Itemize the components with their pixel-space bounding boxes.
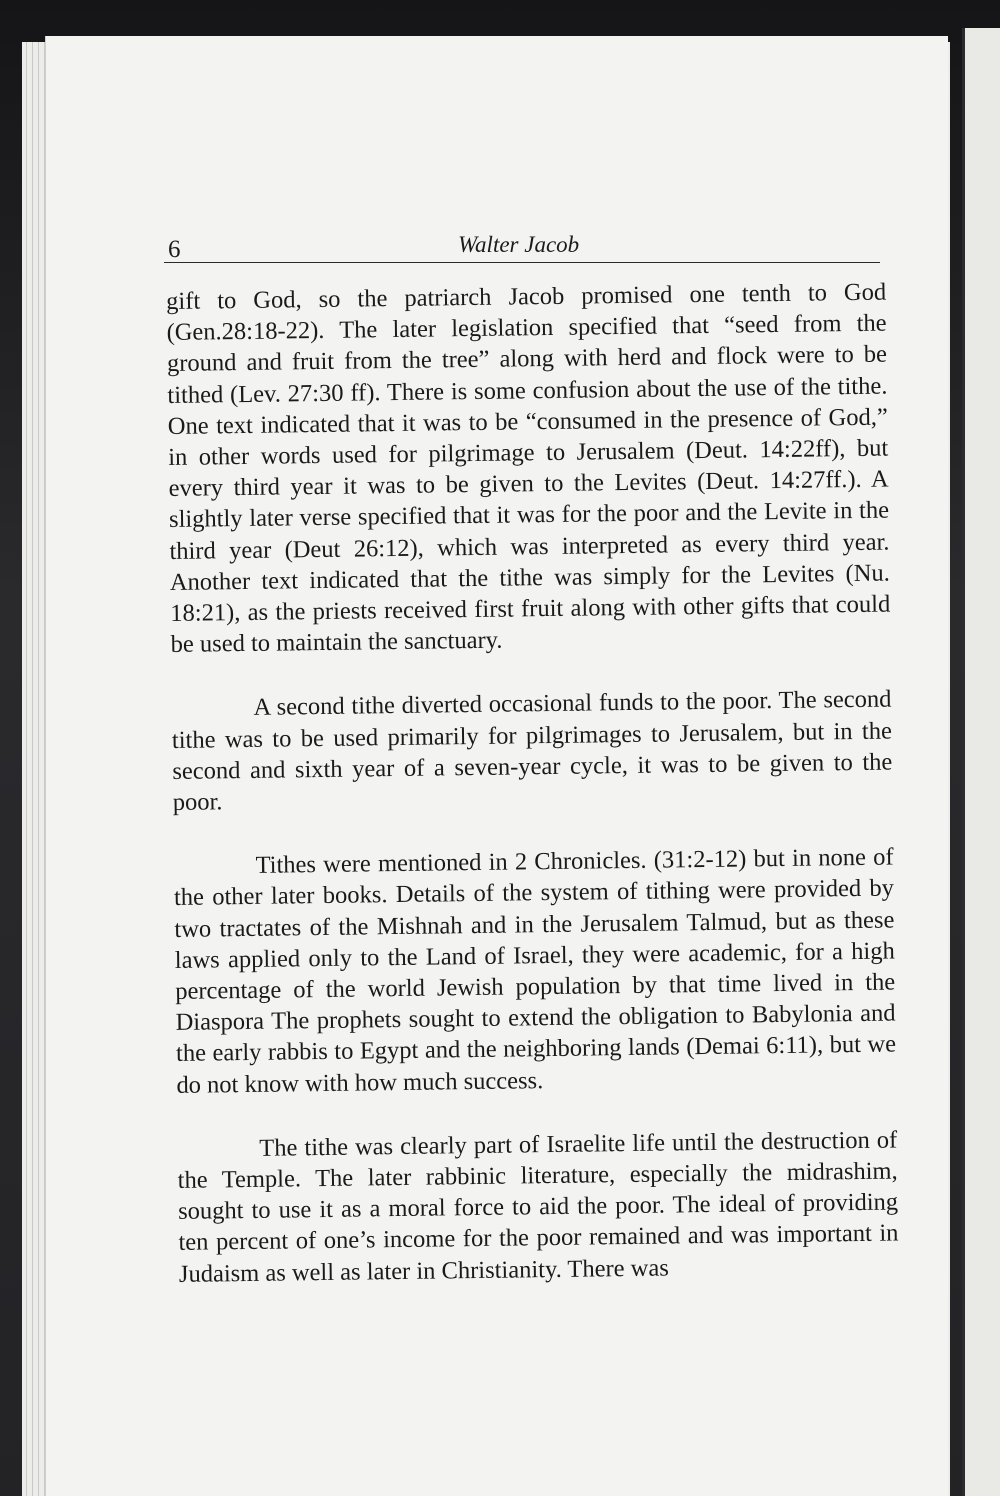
book-page [46, 36, 948, 1496]
facing-page-edge [962, 28, 1000, 1496]
paragraph: The tithe was clearly part of Israelite life until the destruction of the Temple. The later rabbinic literature, especially the midrashim, sought to use it as a moral force to aid the poor. The ideal of providing ten percent of one’s income for the poor remained and was important in Judaism as well as later in Christianity. There was [177, 1126, 899, 1288]
paragraph: A second tithe diverted occasional funds to the poor. The second tithe was to be used primarily for pilgrimages to Jerusalem, but in the second and sixth year of a seven-year cycle, it was to be given to the poor. [171, 685, 893, 817]
page-header [164, 232, 880, 263]
page-edge-line [32, 42, 33, 1496]
body-text [166, 277, 899, 1290]
running-head: Walter Jacob [458, 232, 580, 257]
page-edge-line [38, 42, 39, 1496]
page-edge-line [26, 42, 27, 1496]
page-edge-line [44, 42, 45, 1496]
paragraph: gift to God, so the patriarch Jacob promised one tenth to God (Gen.28:18-22). The later legislation specified that “seed from the ground and fruit from the tree” along with herd and flock were to be tithed (Lev. 27:30 ff). There is some confusion about the use of the tithe. One text indicated that it was to be “consumed in the presence of God,” in other words used for pilgrimage to Jerusalem (Deut. 14:22ff), but every third year it was to be given to the Levites (Deut. 14:27ff.). A slightly later verse specified that it was for the poor and the Levite in the third year (Deut 26:12), which was interpreted as every third year. Another text indicated that the tithe was simply for the Levites (Nu. 18:21), as the priests received first fruit along with other gifts that could be used to maintain the sanctuary. [166, 278, 891, 659]
paragraph: Tithes were mentioned in 2 Chronicles. (31:2-12) but in none of the other later books. Details of the system of tithing were provided by two tractates of the Mishnah and in the Jerusalem Talmud, but as these laws applied only to the Land of Israel, they were academic, for a high percentage of the world Jewish population by that time lived in the Diaspora The prophets sought to extend the obligation to Babylonia and the early rabbis to Egypt and the neighboring lands (Demai 6:11), but we do not know with how much success. [173, 843, 897, 1099]
page-number: 6 [168, 236, 181, 263]
